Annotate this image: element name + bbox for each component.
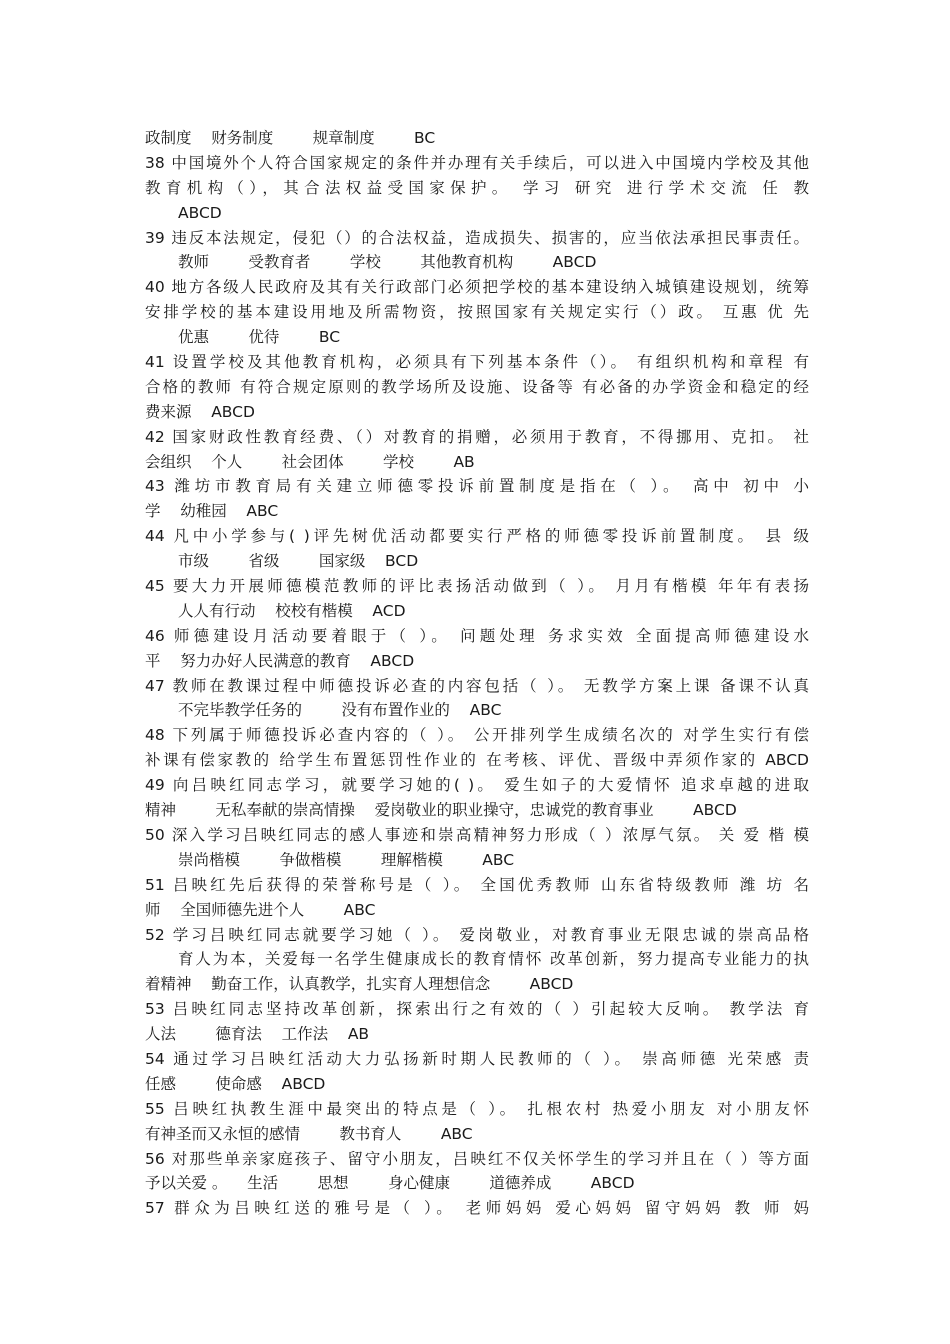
text-line: 54 通过学习吕映红活动大力弘扬新时期人民教师的（ ）。 崇高师德 光荣感 责: [145, 1049, 809, 1068]
text-line: 44 凡中小学参与( )评先树优活动都要实行严格的师德零投诉前置制度。 县 级: [145, 527, 809, 546]
text-line: 任感 使命感 ABCD: [145, 1074, 326, 1093]
text-line: 56 对那些单亲家庭孩子、留守小朋友，吕映红不仅关怀学生的学习并且在（ ）等方面: [145, 1149, 809, 1168]
text-line: 学 幼稚园 ABC: [145, 502, 279, 521]
text-line: 着精神 勤奋工作，认真教学，扎实育人理想信念 ABCD: [145, 975, 574, 994]
text-line: 42 国家财政性教育经费、（）对教育的捐赠，必须用于教育，不得挪用、克扣。 社: [145, 427, 809, 446]
text-line: 合格的教师 有符合规定原则的教学场所及设施、设备等 有必备的办学资金和稳定的经: [145, 377, 809, 396]
text-line: 人人有行动 校校有楷模 ACD: [178, 601, 406, 620]
text-line: 38 中国境外个人符合国家规定的条件并办理有关手续后，可以进入中国境内学校及其他: [145, 153, 809, 172]
text-line: 教育机构（），其合法权益受国家保护。 学习 研究 进行学术交流 任 教: [145, 178, 809, 197]
text-line: 49 向吕映红同志学习，就要学习她的( )。 爱生如子的大爱情怀 追求卓越的进取: [145, 776, 809, 795]
text-line: 育人为本，关爱每一名学生健康成长的教育情怀 改革创新，努力提高专业能力的执: [178, 950, 809, 969]
document-body: [145, 126, 809, 1221]
text-line: 精神 无私奉献的崇高情操 爱岗敬业的职业操守，忠诚党的教育事业 ABCD: [145, 801, 737, 820]
text-line: 市级 省级 国家级 BCD: [178, 552, 419, 571]
text-line: 52 学习吕映红同志就要学习她（ ）。 爱岗敬业，对教育事业无限忠诚的崇高品格: [145, 925, 809, 944]
text-line: 40 地方各级人民政府及其有关行政部门必须把学校的基本建设纳入城镇建设规划，统筹: [145, 278, 809, 297]
text-line: 43 潍坊市教育局有关建立师德零投诉前置制度是指在（ ）。 高中 初中 小: [145, 477, 809, 496]
text-line: 补课有偿家教的 给学生布置惩罚性作业的 在考核、评优、晋级中弄须作家的 ABCD: [145, 751, 809, 770]
text-line: 50 深入学习吕映红同志的感人事迹和崇高精神努力形成（ ）浓厚气氛。 关 爱 楷 模: [145, 825, 809, 844]
text-line: 51 吕映红先后获得的荣誉称号是（ ）。 全国优秀教师 山东省特级教师 潍 坊 名: [145, 875, 809, 894]
text-line: 55 吕映红执教生涯中最突出的特点是（ ）。 扎根农村 热爱小朋友 对小朋友怀: [145, 1099, 809, 1118]
text-line: 教师 受教育者 学校 其他教育机构 ABCD: [178, 253, 597, 272]
text-line: 46 师德建设月活动要着眼于（ ）。 问题处理 务求实效 全面提高师德建设水: [145, 626, 809, 645]
text-line: 47 教师在教课过程中师德投诉必查的内容包括（ ）。 无教学方案上课 备课不认真: [145, 676, 809, 695]
text-line: 有神圣而又永恒的感情 教书育人 ABC: [145, 1124, 473, 1143]
text-line: 人法 德育法 工作法 AB: [145, 1025, 370, 1044]
text-line: 41 设置学校及其他教育机构，必须具有下列基本条件（）。 有组织机构和章程 有: [145, 353, 809, 372]
text-line: 不完毕教学任务的 没有布置作业的 ABC: [178, 701, 502, 720]
text-line: 57 群众为吕映红送的雅号是（ ）。 老师妈妈 爱心妈妈 留守妈妈 教 师 妈: [145, 1199, 809, 1218]
text-line: 45 要大力开展师德模范教师的评比表扬活动做到（ ）。 月月有楷模 年年有表扬: [145, 577, 809, 596]
text-line: 53 吕映红同志坚持改革创新，探索出行之有效的（ ）引起较大反响。 教学法 育: [145, 1000, 809, 1019]
text-line: 39 违反本法规定，侵犯（）的合法权益，造成损失、损害的，应当依法承担民事责任。: [145, 228, 809, 247]
text-line: 予以关爱 。 生活 思想 身心健康 道德养成 ABCD: [145, 1174, 635, 1193]
text-line: 48 下列属于师德投诉必查内容的（ ）。 公开排列学生成绩名次的 对学生实行有偿: [145, 726, 809, 745]
text-line: 优惠 优待 BC: [178, 328, 341, 347]
text-line: 费来源 ABCD: [145, 402, 255, 421]
text-line: 崇尚楷模 争做楷模 理解楷模 ABC: [178, 850, 515, 869]
text-line: ABCD: [178, 203, 222, 222]
text-line: 平 努力办好人民满意的教育 ABCD: [145, 651, 415, 670]
text-line: 会组织 个人 社会团体 学校 AB: [145, 452, 475, 471]
text-line: 师 全国师德先进个人 ABC: [145, 900, 376, 919]
text-line: 安排学校的基本建设用地及所需物资，按照国家有关规定实行（）政。 互惠 优 先: [145, 303, 809, 322]
text-line: 政制度 财务制度 规章制度 BC: [145, 129, 436, 147]
